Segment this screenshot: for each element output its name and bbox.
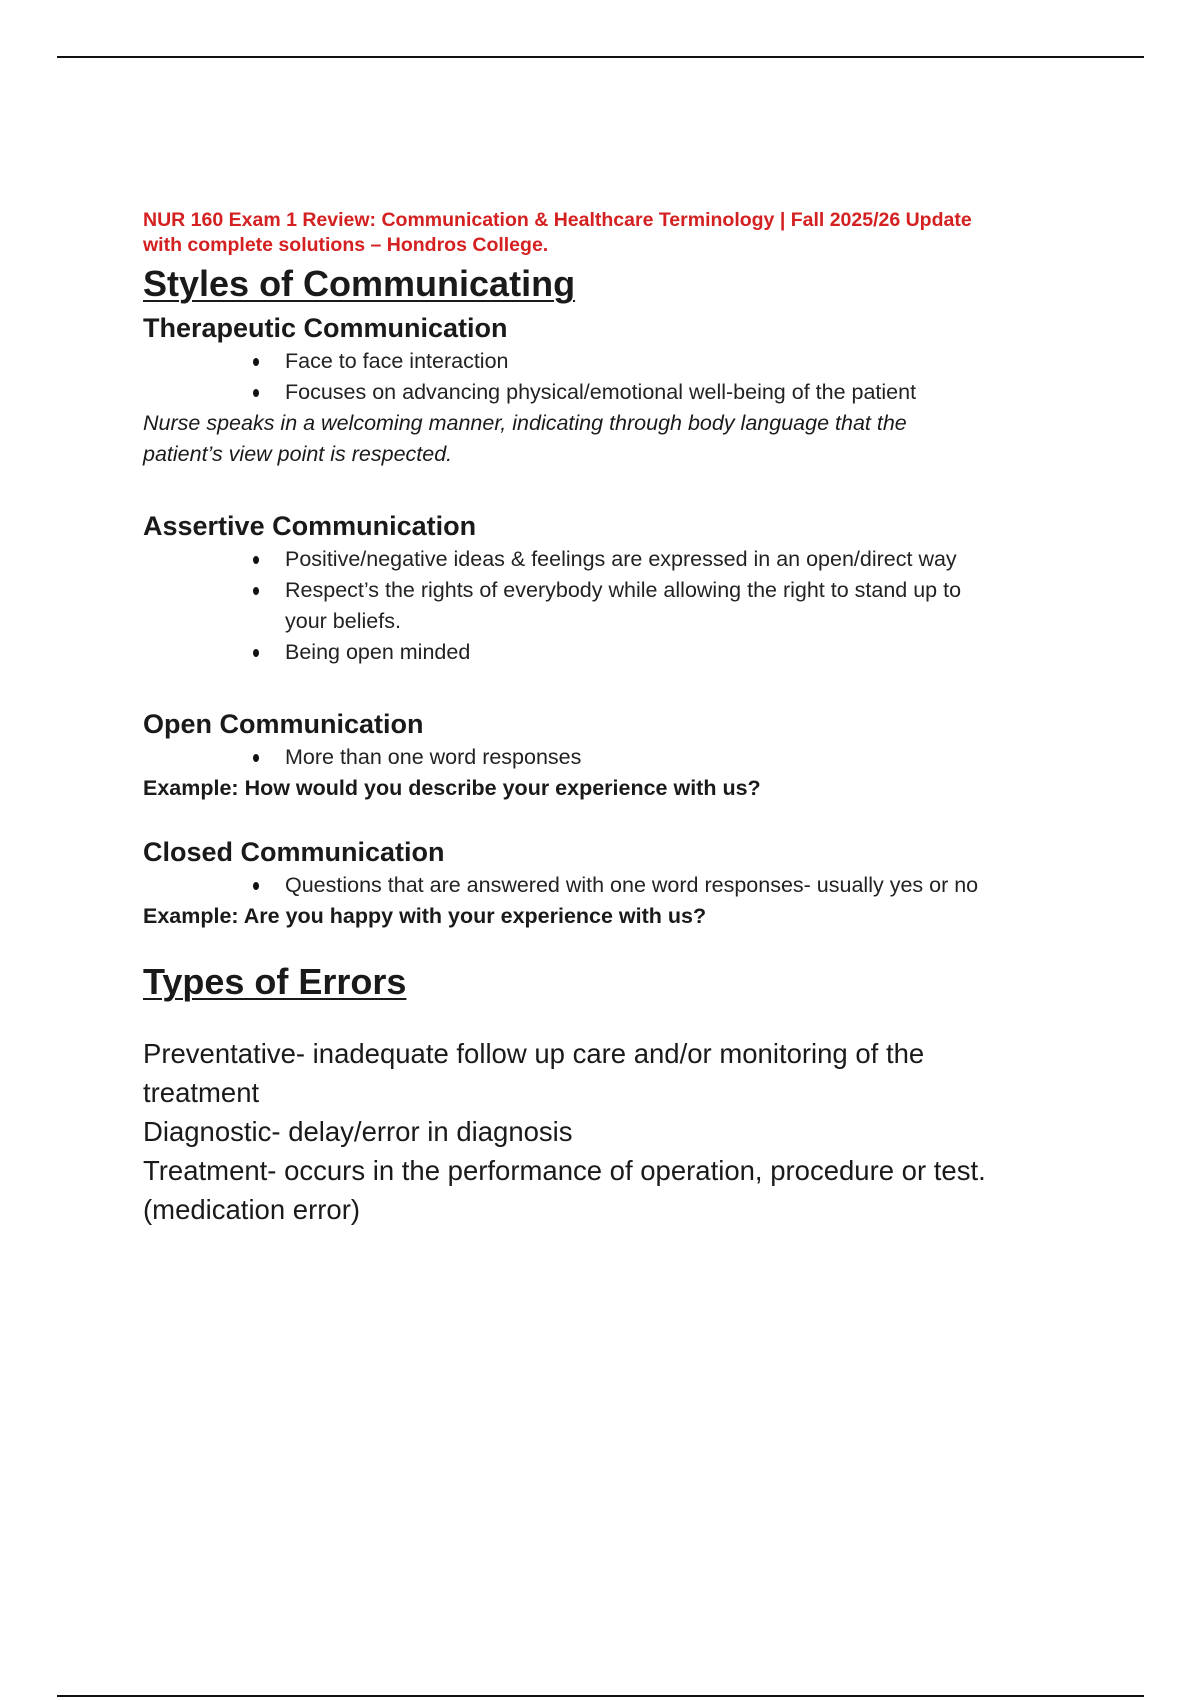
open-example: Example: How would you describe your experience with us? [143, 776, 761, 800]
document-body [143, 208, 1093, 1229]
header-rule [57, 56, 1144, 58]
assertive-heading: Assertive Communication [143, 511, 477, 541]
error-line: Treatment- occurs in the performance of operation, procedure or test. [143, 1155, 986, 1186]
document-title-line-2: with complete solutions – Hondros College. [143, 234, 549, 256]
bullet-icon [253, 587, 259, 595]
error-line: Diagnostic- delay/error in diagnosis [143, 1116, 573, 1147]
list-item: Face to face interaction [285, 346, 1093, 377]
list-item: Questions that are answered with one word responses- usually yes or no [285, 870, 1093, 901]
closed-bullets [143, 870, 1093, 901]
bullet-icon [253, 358, 259, 366]
footer-rule [57, 1695, 1144, 1697]
styles-heading: Styles of Communicating [143, 263, 576, 304]
list-item: Focuses on advancing physical/emotional well-being of the patient [285, 377, 1093, 408]
errors-list [143, 1034, 1093, 1229]
list-item: More than one word responses [285, 742, 1093, 773]
closed-example: Example: Are you happy with your experience with us? [143, 904, 707, 928]
bullet-icon [253, 754, 259, 762]
errors-heading: Types of Errors [143, 961, 407, 1002]
open-bullets [143, 742, 1093, 773]
list-item: Respect’s the rights of everybody while allowing the right to stand up to your beliefs. [285, 575, 1093, 637]
therapeutic-bullets [143, 346, 1093, 408]
error-line: (medication error) [143, 1194, 361, 1225]
document-title [143, 208, 1093, 258]
error-line: Preventative- inadequate follow up care and/or monitoring of the [143, 1038, 925, 1069]
therapeutic-heading: Therapeutic Communication [143, 313, 508, 343]
bullet-icon [253, 649, 259, 657]
closed-heading: Closed Communication [143, 837, 445, 867]
assertive-bullets [143, 544, 1093, 668]
bullet-icon [253, 389, 259, 397]
therapeutic-note: Nurse speaks in a welcoming manner, indicating through body language that the patient’s view point is respected. [143, 411, 907, 466]
bullet-icon [253, 882, 259, 890]
list-item: Positive/negative ideas & feelings are expressed in an open/direct way [285, 544, 1093, 575]
document-title-line-1: NUR 160 Exam 1 Review: Communication & Healthcare Terminology | Fall 2025/26 Update [143, 209, 972, 231]
list-item: Being open minded [285, 637, 1093, 668]
error-line: treatment [143, 1077, 260, 1108]
bullet-icon [253, 556, 259, 564]
open-heading: Open Communication [143, 709, 424, 739]
